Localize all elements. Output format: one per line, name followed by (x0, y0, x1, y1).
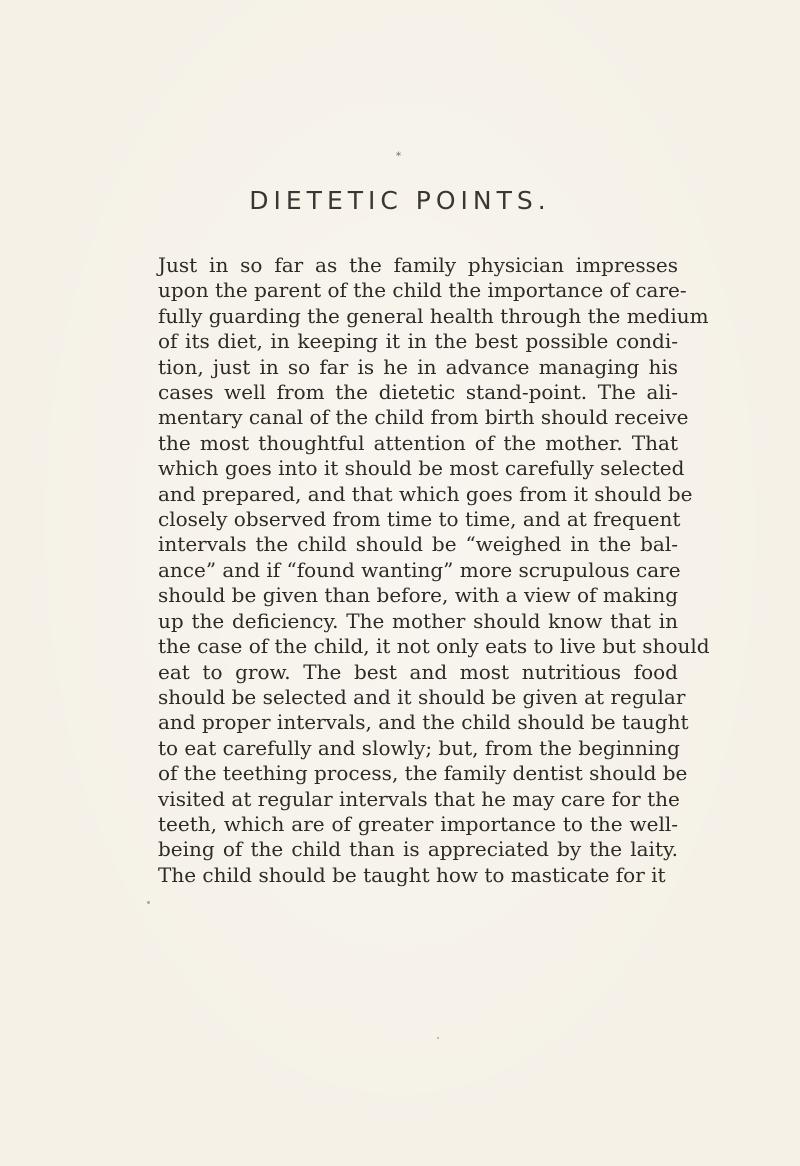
paper-speck (147, 901, 150, 904)
page-title: DIETETIC POINTS. (249, 186, 551, 215)
text-line: upon the parent of the child the importance of care- (158, 278, 687, 303)
text-line: closely observed from time to time, and at frequent (158, 507, 681, 532)
text-line: visited at regular intervals that he may care for the (158, 786, 680, 811)
text-line: intervals the child should be “weighed in the bal- (158, 532, 678, 557)
text-line: cases well from the dietetic stand-point. The ali- (158, 380, 678, 405)
page-marker: * (396, 151, 401, 162)
text-line: being of the child than is appreciated by the laity. (158, 837, 678, 862)
text-line: teeth, which are of greater importance to the well- (158, 811, 678, 836)
text-line: up the deficiency. The mother should know that in (158, 608, 678, 633)
text-line: the case of the child, it not only eats to live but should (158, 634, 710, 659)
text-line: fully guarding the general health through the medium (158, 303, 709, 328)
body-paragraph (158, 253, 710, 888)
text-line: and prepared, and that which goes from it should be (158, 481, 693, 506)
text-line: The child should be taught how to masticate for it (158, 862, 666, 887)
text-line: to eat carefully and slowly; but, from the beginning (158, 735, 680, 760)
text-line: ance” and if “found wanting” more scrupulous care (158, 557, 681, 582)
text-line: and proper intervals, and the child should be taught (158, 710, 689, 735)
text-line: eat to grow. The best and most nutritious food (158, 659, 678, 684)
paper-speck (437, 1037, 439, 1039)
text-line: which goes into it should be most carefully selected (158, 456, 685, 481)
text-line: should be given than before, with a view of making (158, 583, 678, 608)
text-line: mentary canal of the child from birth should receive (158, 405, 689, 430)
text-line: tion, just in so far is he in advance managing his (158, 354, 678, 379)
text-line: the most thoughtful attention of the mother. That (158, 430, 678, 455)
text-line: of the teething process, the family dentist should be (158, 761, 688, 786)
text-line: should be selected and it should be given at regular (158, 684, 686, 709)
text-line: of its diet, in keeping it in the best possible condi- (158, 329, 678, 354)
text-line: Just in so far as the family physician impresses (158, 253, 678, 277)
